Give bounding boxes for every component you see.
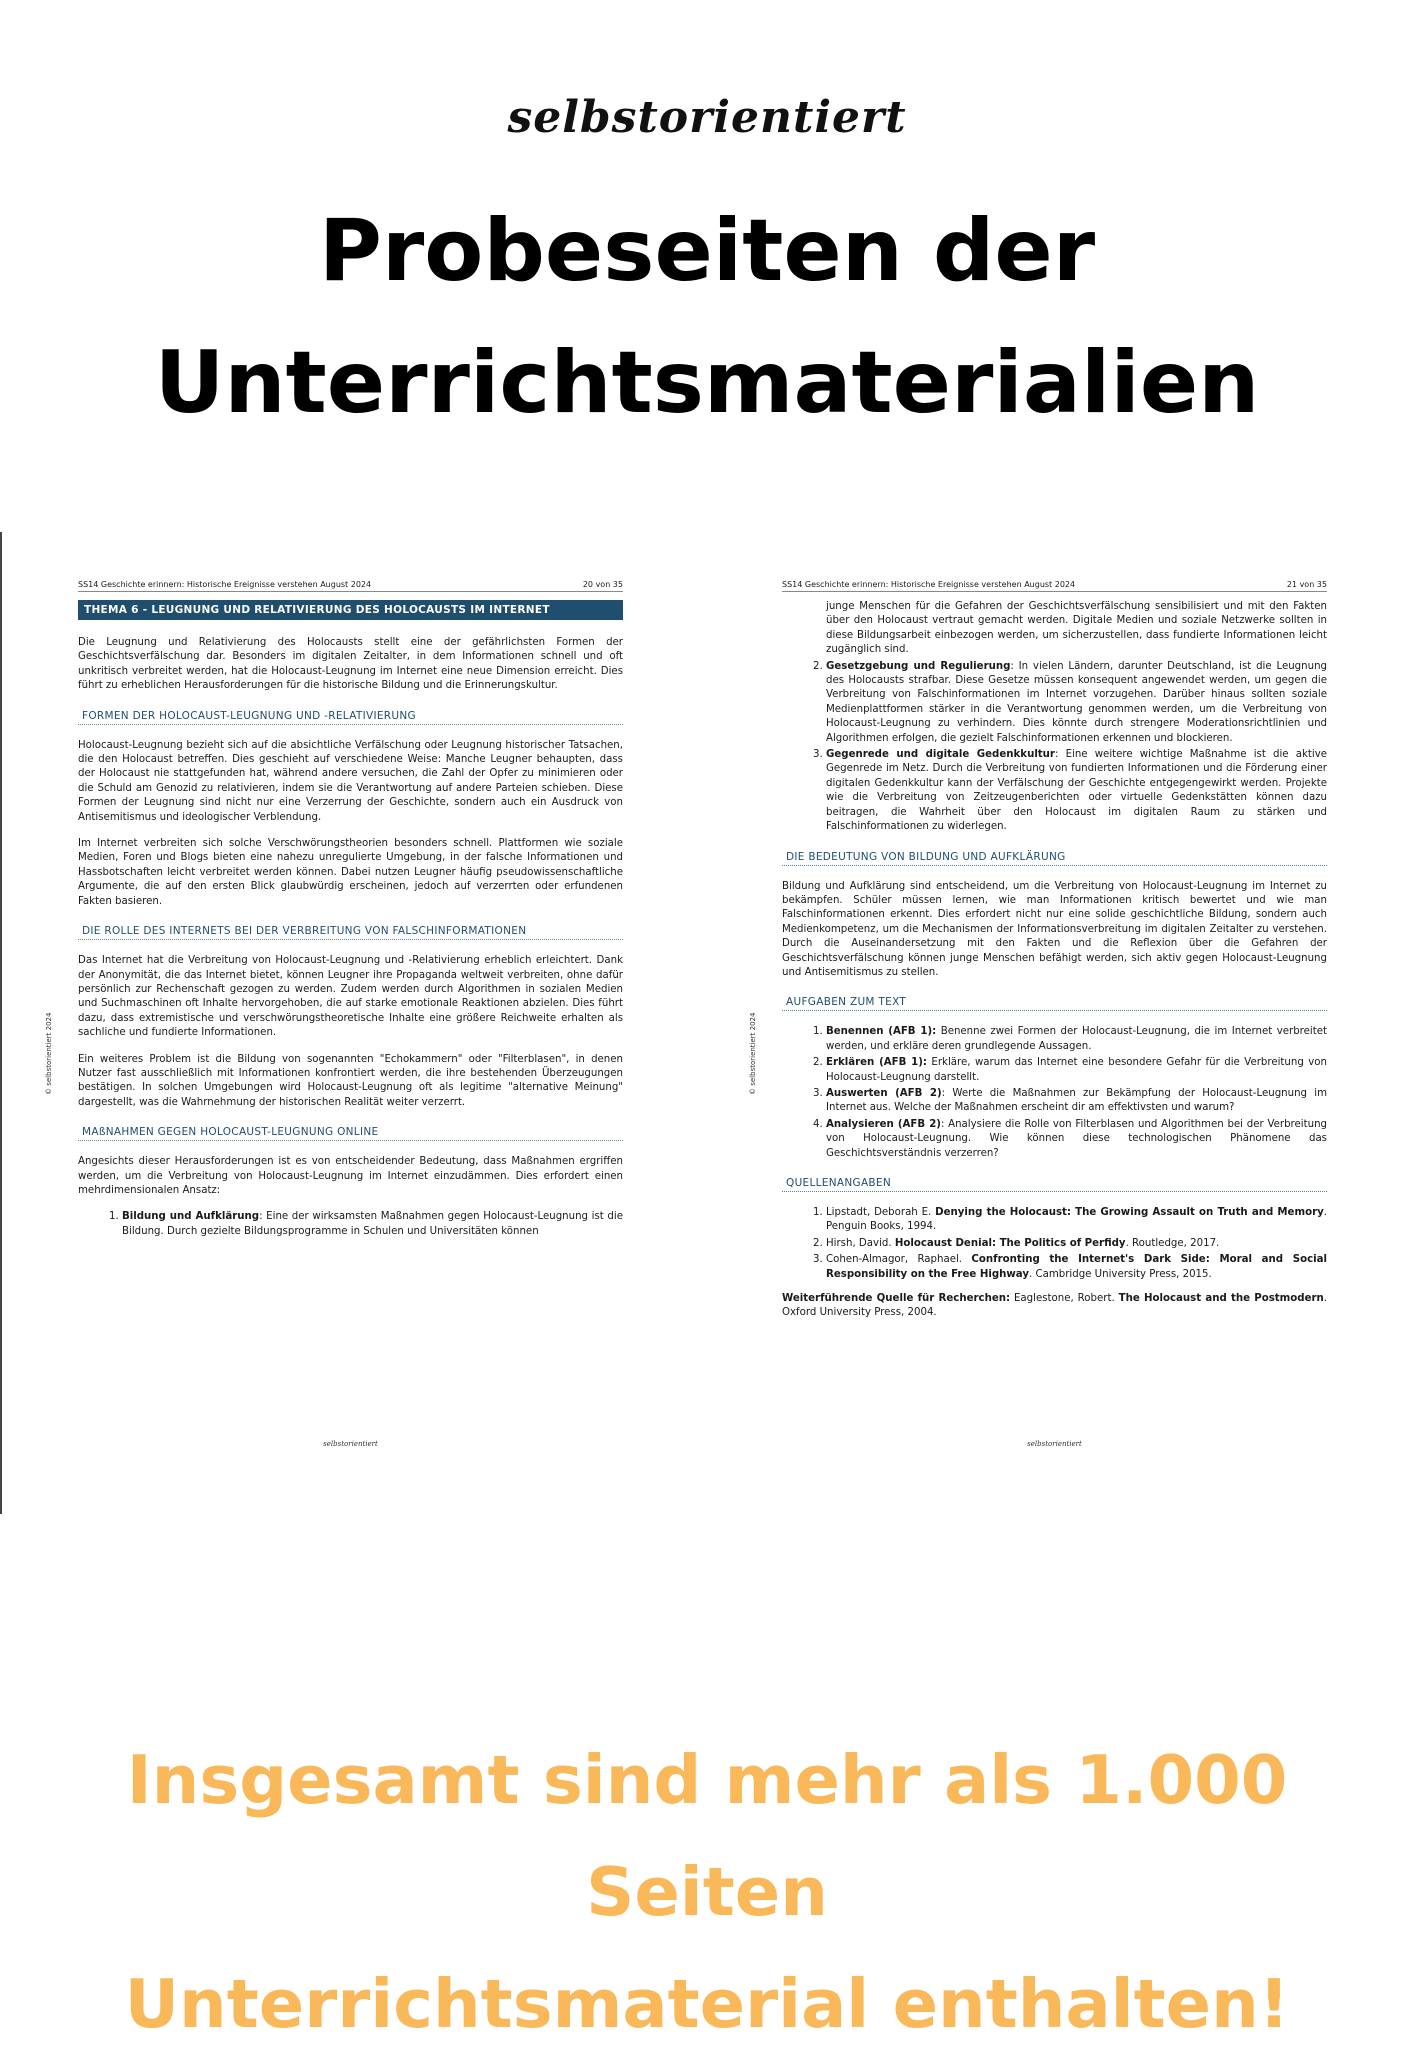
task-text: : Analysiere die Rolle von Filterblasen und Algorithmen bei der Verbreitung von Holocaust-Leugnung. Wie können diese technologischen Phänomene das Geschichtsverständnis verzerren?	[826, 1118, 1327, 1159]
section-heading: AUFGABEN ZUM TEXT	[782, 994, 1327, 1011]
section-heading: QUELLENANGABEN	[782, 1175, 1327, 1192]
paragraph: Ein weiteres Problem ist die Bildung von sogenannten "Echokammern" oder "Filterblasen", in denen Nutzer fast ausschließlich mit Informationen konfrontiert werden, die ihre bestehenden Überzeugungen bestätigen. In solchen Umgebungen wird Holocaust-Leugnung oft als legitime "alternative Meinung" dargestellt, was die Wahrnehmung der historischen Realität weiter verzerrt.	[78, 1053, 623, 1108]
paragraph: Im Internet verbreiten sich solche Verschwörungstheorien besonders schnell. Plattformen wie soziale Medien, Foren und Blogs bieten eine nahezu unregulierte Umgebung, in der falsche Informationen und Hassbotschaften leicht verbreitet werden können. Dabei nutzen Leugner häufig pseudowissenschaftliche Argumente, die auf den ersten Blick glaubwürdig erscheinen, jedoch auf verzerrten oder erfundenen Fakten basieren.	[78, 838, 623, 907]
measures-list	[78, 1210, 623, 1239]
paragraph: Das Internet hat die Verbreitung von Holocaust-Leugnung und -Relativierung erheblich erleichtert. Dank der Anonymität, die das Internet bietet, können Leugner ihre Propaganda weltweit verbreiten, ohne dafür persönlich zur Rechenschaft gezogen zu werden. Zudem werden durch Algorithmen in sozialen Medien und Suchmaschinen oft Inhalte hervorgehoben, die auf starke emotionale Reaktionen abzielen. Dies führt dazu, dass extremistische und verschwörungstheoretische Inhalte eine größere Reichweite erhalten als sachliche und fundierte Informationen.	[78, 955, 623, 1039]
source-author: Cohen-Almagor, Raphael.	[826, 1254, 972, 1266]
list-item-text: : In vielen Ländern, darunter Deutschland, ist die Leugnung des Holocausts strafbar. Diese Gesetze müssen konsequent angewendet werden, um gegen die Verbreitung von Falschinformationen im Internet vorzugehen. Darüber hinaus sollten soziale Medienplattformen stärker in die Verantwortung genommen werden, um die Verbreitung von Holocaust-Leugnung zu verhindern. Dies könnte durch strengere Moderationsrichtlinien und Algorithmen erfolgen, die gezielt Falschinformationen erkennen und blockieren.	[826, 660, 1327, 744]
task-title: Auswerten (AFB 2)	[826, 1087, 942, 1099]
section-heading: FORMEN DER HOLOCAUST-LEUGNUNG UND -RELATIVIERUNG	[78, 708, 623, 725]
source-author: Hirsh, David.	[826, 1237, 895, 1249]
paragraph: Bildung und Aufklärung sind entscheidend, um die Verbreitung von Holocaust-Leugnung im Internet zu bekämpfen. Schüler müssen lernen, wie man Informationen kritisch bewertet und wie man Falschinformationen erkennt. Dies erfordert nicht nur eine solide geschichtliche Bildung, sondern auch Medienkompetenz, um die Mechanismen der Informationsverbreitung im digitalen Zeitalter zu verstehen. Durch die Auseinandersetzung mit den Fakten und die Reflexion über die Gefahren der Geschichtsverfälschung können junge Menschen befähigt werden, sich aktiv gegen Holocaust-Leugnung und Antisemitismus zu stellen.	[782, 880, 1327, 978]
promo-line-2: Unterrichtsmaterial enthalten!	[124, 1965, 1290, 2043]
page-number: 20 von 35	[582, 580, 623, 589]
further-source-author: Eaglestone, Robert.	[1010, 1293, 1119, 1305]
further-source-title: The Holocaust and the Postmodern	[1118, 1293, 1324, 1305]
task-title: Analysieren (AFB 2)	[826, 1118, 941, 1130]
list-item	[122, 1210, 623, 1239]
page-footer-logo: selbstorientiert	[1027, 1440, 1082, 1448]
task-text: Benenne zwei Formen der Holocaust-Leugnung, die im Internet verbreitet werden, und erkläre deren grundlegende Aussagen.	[826, 1026, 1327, 1052]
section-heading: DIE BEDEUTUNG VON BILDUNG UND AUFKLÄRUNG	[782, 849, 1327, 866]
measures-list	[782, 660, 1327, 835]
section-heading: MAßNAHMEN GEGEN HOLOCAUST-LEUGNUNG ONLINE	[78, 1124, 623, 1141]
source-item	[826, 1237, 1327, 1251]
page-footer-logo: selbstorientiert	[323, 1440, 378, 1448]
task-item	[826, 1056, 1327, 1085]
source-publisher: . Cambridge University Press, 2015.	[1029, 1268, 1212, 1280]
page-edge-line	[0, 532, 2, 1514]
source-publisher: . Penguin Books, 1994.	[826, 1207, 1327, 1233]
task-title: Benennen (AFB 1):	[826, 1026, 937, 1038]
topic-banner: THEMA 6 - LEUGNUNG UND RELATIVIERUNG DES HOLOCAUSTS IM INTERNET	[78, 600, 623, 620]
task-item	[826, 1025, 1327, 1054]
list-item-text: : Eine der wirksamsten Maßnahmen gegen Holocaust-Leugnung ist die Bildung. Durch gezielte Bildungsprogramme in Schulen und Universitäten können	[122, 1211, 623, 1237]
source-title: Confronting the Internet's Dark Side: Moral and Social Responsibility on the Free Highway	[826, 1254, 1327, 1280]
page-header-title: SS14 Geschichte erinnern: Historische Ereignisse verstehen August 2024	[78, 580, 372, 589]
further-source-label: Weiterführende Quelle für Recherchen:	[782, 1293, 1011, 1305]
copyright-note: © selbstorientiert 2024	[45, 1012, 53, 1095]
headline	[0, 185, 1414, 449]
list-item	[826, 660, 1327, 746]
page-number: 21 von 35	[1286, 580, 1327, 589]
copyright-note: © selbstorientiert 2024	[749, 1012, 757, 1095]
list-item-title: Gesetzgebung und Regulierung	[826, 660, 1011, 672]
further-source-publisher: . Oxford University Press, 2004.	[782, 1293, 1328, 1319]
page-header	[782, 580, 1327, 592]
source-author: Lipstadt, Deborah E.	[826, 1207, 936, 1218]
document-page-left	[45, 580, 623, 1480]
sources-list	[782, 1206, 1327, 1282]
page-header-title: SS14 Geschichte erinnern: Historische Ereignisse verstehen August 2024	[782, 580, 1076, 589]
list-item-title: Bildung und Aufklärung	[122, 1211, 260, 1223]
continued-text: junge Menschen für die Gefahren der Geschichtsverfälschung sensibilisiert und mit den Fakten über den Holocaust vertraut gemacht werden. Digitale Medien und soziale Netzwerke sollten in diese Bildungsarbeit einbezogen werden, um sicherzustellen, dass fundierte Informationen leicht zugänglich sind.	[826, 601, 1327, 656]
source-item	[826, 1206, 1327, 1235]
source-title: Holocaust Denial: The Politics of Perfidy	[894, 1237, 1126, 1249]
headline-line-2: Unterrichtsmaterialien	[154, 333, 1260, 433]
brand-logo: selbstorientiert	[507, 92, 907, 143]
task-text: Erkläre, warum das Internet eine besondere Gefahr für die Verbreitung von Holocaust-Leugnung darstellt.	[826, 1057, 1327, 1083]
page-header	[78, 580, 623, 592]
promo-line-1: Insgesamt sind mehr als 1.000 Seiten	[126, 1741, 1288, 1931]
document-page-right	[749, 580, 1328, 1480]
task-title: Erklären (AFB 1):	[826, 1057, 927, 1069]
task-text: : Werte die Maßnahmen zur Bekämpfung der Holocaust-Leugnung im Internet aus. Welche der Maßnahmen erscheint dir am effektivsten und warum?	[826, 1087, 1327, 1114]
list-item-text: : Eine weitere wichtige Maßnahme ist die aktive Gegenrede im Netz. Durch die Verbreitung von fundierten Informationen und die Förderung einer digitalen Gedenkkultur kann der Verfälschung der Geschichte entgegengewirkt werden. Projekte wie die Verbreitung von Zeitzeugenberichten oder virtuelle Gedenkstätten können dazu beitragen, die Wahrheit über den Holocaust im digitalen Raum zu stärken und Falschinformationen zu widerlegen.	[826, 749, 1327, 833]
task-item	[826, 1118, 1327, 1161]
headline-line-1: Probeseiten der	[318, 201, 1096, 301]
promo-text	[0, 1724, 1414, 2060]
source-publisher: . Routledge, 2017.	[1125, 1237, 1220, 1249]
source-title: Denying the Holocaust: The Growing Assault on Truth and Memory	[935, 1207, 1324, 1218]
paragraph: Holocaust-Leugnung bezieht sich auf die absichtliche Verfälschung oder Leugnung historischer Tatsachen, die den Holocaust betreffen. Dies geschieht auf verschiedene Weise: Manche Leugner behaupten, dass der Holocaust nie stattgefunden hat, während andere versuchen, die Zahl der Opfer zu minimieren oder die Schuld am Genozid zu relativieren, indem sie die Verantwortung auf andere Parteien schieben. Diese Formen der Leugnung sind nicht nur eine Verzerrung der Geschichte, sondern auch ein Ausdruck von Antisemitismus und ideologischer Verblendung.	[78, 739, 623, 823]
section-heading: DIE ROLLE DES INTERNETS BEI DER VERBREITUNG VON FALSCHINFORMATIONEN	[78, 923, 623, 940]
paragraph: Angesichts dieser Herausforderungen ist es von entscheidender Bedeutung, dass Maßnahmen ergriffen werden, um die Verbreitung von Holocaust-Leugnung im Internet einzudämmen. Dies erfordert einen mehrdimensionalen Ansatz:	[78, 1156, 623, 1196]
intro-paragraph: Die Leugnung und Relativierung des Holocausts stellt eine der gefährlichsten Formen der Geschichtsverfälschung dar. Besonders im digitalen Zeitalter, in dem Informationen schnell und oft unkritisch verbreitet werden, hat die Holocaust-Leugnung im Internet eine neue Dimension erreicht. Dies führt zu erheblichen Herausforderungen für die historische Bildung und die Erinnerungskultur.	[78, 637, 623, 692]
source-item	[826, 1253, 1327, 1282]
further-source	[782, 1292, 1327, 1321]
list-item	[826, 748, 1327, 834]
list-item-title: Gegenrede und digitale Gedenkkultur	[826, 749, 1055, 761]
tasks-list	[782, 1025, 1327, 1161]
task-item	[826, 1087, 1327, 1116]
